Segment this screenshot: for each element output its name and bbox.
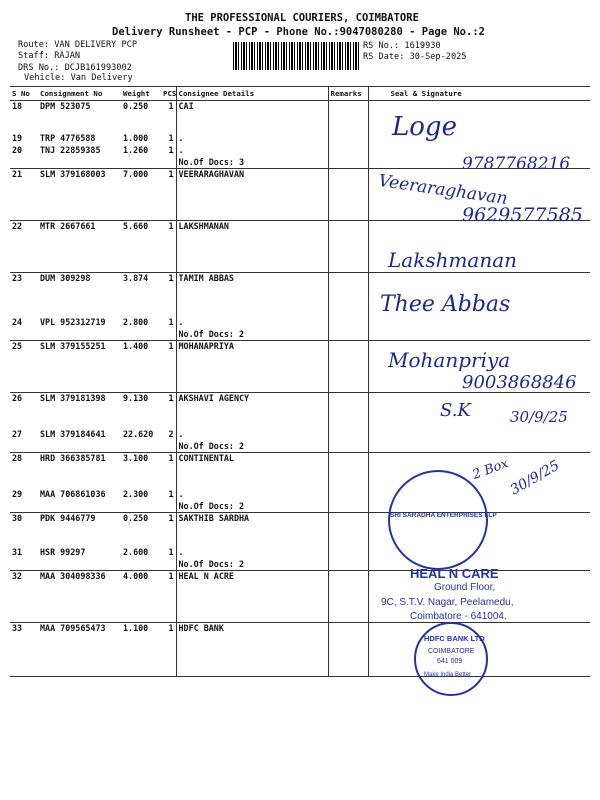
signature-cell — [368, 429, 590, 441]
consignee-cell: CONTINENTAL — [176, 453, 328, 489]
empty-cell — [38, 157, 121, 169]
signature-mohanpriya: Mohanpriya — [388, 348, 511, 372]
col-signature: Seal & Signature — [368, 87, 590, 101]
empty-cell — [161, 157, 176, 169]
remarks-cell — [328, 169, 368, 221]
signature-loge: Loge — [392, 112, 457, 142]
empty-cell — [10, 157, 38, 169]
empty-cell — [38, 329, 121, 341]
weight-cell: 5.660 — [121, 221, 161, 273]
table-row — [10, 513, 590, 547]
table-row — [10, 489, 590, 501]
weight-cell: 2.800 — [123, 316, 149, 327]
heal-n-care-line-1: Ground Floor, — [434, 582, 496, 593]
weight-cell: 1.400 — [121, 341, 161, 393]
empty-cell — [121, 329, 161, 341]
docs-count-row — [10, 501, 590, 513]
consignee-cell: SAKTHIB SARDHA — [176, 513, 328, 547]
docs-count: No.Of Docs: 2 — [176, 559, 328, 571]
handwritten-phone-2: 9629577585 — [462, 204, 583, 226]
pcs-cell: 1 — [168, 316, 174, 327]
heal-n-care-line-2: 9C, S.T.V. Nagar, Peelamedu, — [381, 597, 514, 608]
consignment-cell: TRP 4776588 — [40, 132, 96, 143]
sno-cell: 27 — [12, 428, 23, 439]
pcs-cell: 1 — [168, 546, 174, 557]
table-row — [10, 547, 590, 559]
remarks-cell — [328, 623, 368, 677]
consignment-cell: TNJ 22859385 — [40, 144, 101, 155]
consignment-cell: MTR 2667661 — [38, 221, 121, 273]
sno-cell: 31 — [12, 546, 23, 557]
handwritten-date-1: 30/9/25 — [510, 408, 568, 426]
pcs-cell: 1 — [161, 623, 176, 677]
pcs-cell: 1 — [168, 513, 174, 523]
pcs-cell: 1 — [168, 101, 174, 111]
table-row — [10, 393, 590, 429]
empty-cell — [121, 157, 161, 169]
consignment-cell: HSR 99297 — [40, 546, 86, 557]
remarks-cell — [328, 157, 368, 169]
weight-cell: 4.000 — [121, 571, 161, 623]
remarks-cell — [328, 133, 368, 145]
weight-cell: 22.620 — [123, 428, 154, 439]
empty-cell — [10, 441, 38, 453]
sno-cell: 33 — [10, 623, 38, 677]
empty-cell — [38, 559, 121, 571]
remarks-cell — [328, 501, 368, 513]
sno-cell: 26 — [12, 393, 23, 403]
empty-cell — [121, 441, 161, 453]
remarks-cell — [328, 513, 368, 547]
consignment-cell: SLM 379181398 — [40, 393, 106, 403]
table-row — [10, 429, 590, 441]
signature-veeraraghavan: Veeraraghavan — [377, 171, 509, 209]
empty-cell — [161, 441, 176, 453]
consignment-cell: MAA 304098336 — [38, 571, 121, 623]
table-row — [10, 623, 590, 677]
hdfc-stamp-bottom: Make India Better — [424, 672, 472, 678]
pcs-cell: 1 — [161, 169, 176, 221]
consignee-cell: . — [176, 429, 328, 441]
remarks-cell — [328, 329, 368, 341]
remarks-cell — [328, 571, 368, 623]
weight-cell: 7.000 — [121, 169, 161, 221]
hdfc-stamp-top: HDFC BANK LTD — [424, 634, 485, 643]
empty-cell — [161, 501, 176, 513]
empty-cell — [10, 501, 38, 513]
docs-count: No.Of Docs: 2 — [176, 501, 328, 513]
signature-tamim: Thee Abbas — [380, 292, 511, 317]
weight-cell: 1.260 — [123, 144, 149, 155]
empty-cell — [38, 441, 121, 453]
sno-cell: 22 — [10, 221, 38, 273]
pcs-cell: 1 — [168, 488, 174, 499]
docs-count-row — [10, 559, 590, 571]
col-weight: Weight — [121, 87, 161, 101]
signature-lakshmanan: Lakshmanan — [388, 248, 518, 272]
handwritten-date-2: 30/9/25 — [507, 457, 563, 499]
empty-cell — [161, 329, 176, 341]
sno-cell: 28 — [12, 453, 23, 463]
weight-cell: 9.130 — [123, 393, 149, 403]
weight-cell: 1.100 — [121, 623, 161, 677]
table-row — [10, 317, 590, 329]
remarks-cell — [328, 429, 368, 441]
handwritten-box-note: 2 Box — [470, 456, 511, 483]
consignment-cell: MAA 706861036 — [40, 488, 106, 499]
remarks-cell — [328, 273, 368, 317]
consignee-cell: LAKSHMANAN — [176, 221, 328, 273]
remarks-cell — [328, 393, 368, 429]
remarks-cell — [328, 453, 368, 489]
col-remarks: Remarks — [328, 87, 368, 101]
remarks-cell — [328, 441, 368, 453]
consignment-cell: HRD 366385781 — [40, 453, 106, 463]
handwritten-phone-3: 9003868846 — [462, 372, 577, 393]
enterprise-round-stamp — [388, 470, 488, 570]
docs-count: No.Of Docs: 3 — [176, 157, 328, 169]
docs-count: No.Of Docs: 2 — [176, 329, 328, 341]
consignee-cell: AKSHAVI AGENCY — [176, 393, 328, 429]
table-row — [10, 133, 590, 145]
sno-cell: 29 — [12, 488, 23, 499]
col-consignee: Consignee Details — [176, 87, 328, 101]
sno-cell: 19 — [12, 132, 23, 143]
sno-cell: 30 — [12, 513, 23, 523]
consignment-cell: SLM 379184641 — [40, 428, 106, 439]
col-sno: S No — [10, 87, 38, 101]
empty-cell — [10, 559, 38, 571]
consignee-cell: HDFC BANK — [176, 623, 328, 677]
consignee-cell: HEAL N ACRE — [176, 571, 328, 623]
docs-count-row — [10, 329, 590, 341]
consignee-cell: . — [176, 133, 328, 145]
weight-cell: 2.300 — [123, 488, 149, 499]
weight-cell: 3.100 — [123, 453, 149, 463]
empty-cell — [161, 559, 176, 571]
hdfc-stamp-pin: 641 009 — [437, 658, 463, 665]
consignment-cell: DUM 309298 — [40, 273, 91, 283]
sno-cell: 18 — [12, 101, 23, 111]
sno-cell: 23 — [12, 273, 23, 283]
col-pcs: PCS — [161, 87, 176, 101]
remarks-cell — [328, 489, 368, 501]
vehicle-label: Vehicle: Van Delivery — [24, 73, 133, 83]
sno-cell: 24 — [12, 316, 23, 327]
consignment-cell: DPM 523075 — [40, 101, 91, 111]
empty-cell — [121, 559, 161, 571]
empty-cell — [121, 501, 161, 513]
pcs-cell: 2 — [168, 428, 174, 439]
consignee-cell: . — [176, 145, 328, 157]
consignee-cell: VEERARAGHAVAN — [176, 169, 328, 221]
consignment-cell: VPL 952312719 — [40, 316, 106, 327]
signature-sk: S.K — [440, 400, 471, 421]
signature-cell — [368, 329, 590, 341]
table-row — [10, 101, 590, 133]
consignee-cell: MOHANAPRIYA — [176, 341, 328, 393]
consignee-cell: TAMIM ABBAS — [176, 273, 328, 317]
pcs-cell: 1 — [161, 341, 176, 393]
weight-cell: 1.000 — [123, 132, 149, 143]
col-consignment: Consignment No — [38, 87, 121, 101]
empty-cell — [38, 501, 121, 513]
sno-cell: 32 — [10, 571, 38, 623]
rs-number: RS No.: 1619930 — [363, 41, 441, 51]
remarks-cell — [328, 101, 368, 133]
drs-number: DRS No.: DCJB161993002 — [18, 63, 132, 73]
signature-cell — [368, 441, 590, 453]
remarks-cell — [328, 317, 368, 329]
heal-n-care-title: HEAL N CARE — [410, 566, 499, 581]
consignment-cell: PDK 9446779 — [40, 513, 96, 523]
pcs-cell: 1 — [168, 132, 174, 143]
handwritten-phone-1: 9787768216 — [462, 154, 571, 174]
weight-cell: 0.250 — [123, 513, 149, 523]
barcode — [233, 42, 359, 70]
pcs-cell: 1 — [168, 144, 174, 155]
signature-cell — [368, 317, 590, 329]
consignee-cell: . — [176, 547, 328, 559]
sno-cell: 20 — [12, 144, 23, 155]
sno-cell: 25 — [10, 341, 38, 393]
pcs-cell: 1 — [168, 273, 174, 283]
remarks-cell — [328, 145, 368, 157]
weight-cell: 3.874 — [123, 273, 149, 283]
consignee-cell: CAI — [176, 101, 328, 133]
pcs-cell: 1 — [161, 571, 176, 623]
consignment-cell: MAA 709565473 — [38, 623, 121, 677]
empty-cell — [10, 329, 38, 341]
docs-count: No.Of Docs: 2 — [176, 441, 328, 453]
consignee-cell: . — [176, 317, 328, 329]
rs-date: RS Date: 30-Sep-2025 — [363, 52, 467, 62]
company-title: THE PROFESSIONAL COURIERS, COIMBATORE — [185, 12, 419, 24]
round-stamp-text: SRI SARADHA ENTERPRISES LLP — [390, 512, 497, 519]
remarks-cell — [328, 221, 368, 273]
table-header-row — [10, 87, 590, 101]
pcs-cell: 1 — [168, 453, 174, 463]
weight-cell: 0.250 — [123, 101, 149, 111]
weight-cell: 2.600 — [123, 546, 149, 557]
hdfc-stamp-city: COIMBATORE — [428, 648, 475, 655]
heal-n-care-line-3: Coimbatore - 641004. — [410, 611, 507, 622]
consignee-cell: . — [176, 489, 328, 501]
runsheet-subtitle: Delivery Runsheet - PCP - Phone No.:9047080280 - Page No.:2 — [112, 26, 485, 38]
pcs-cell: 1 — [161, 221, 176, 273]
remarks-cell — [328, 547, 368, 559]
remarks-cell — [328, 559, 368, 571]
remarks-cell — [328, 341, 368, 393]
docs-count-row — [10, 441, 590, 453]
pcs-cell: 1 — [168, 393, 174, 403]
sno-cell: 21 — [10, 169, 38, 221]
route-label: Route: VAN DELIVERY PCP — [18, 40, 137, 50]
consignment-cell: SLM 379155251 — [38, 341, 121, 393]
staff-label: Staff: RAJAN — [18, 51, 81, 61]
consignment-cell: SLM 379168003 — [38, 169, 121, 221]
